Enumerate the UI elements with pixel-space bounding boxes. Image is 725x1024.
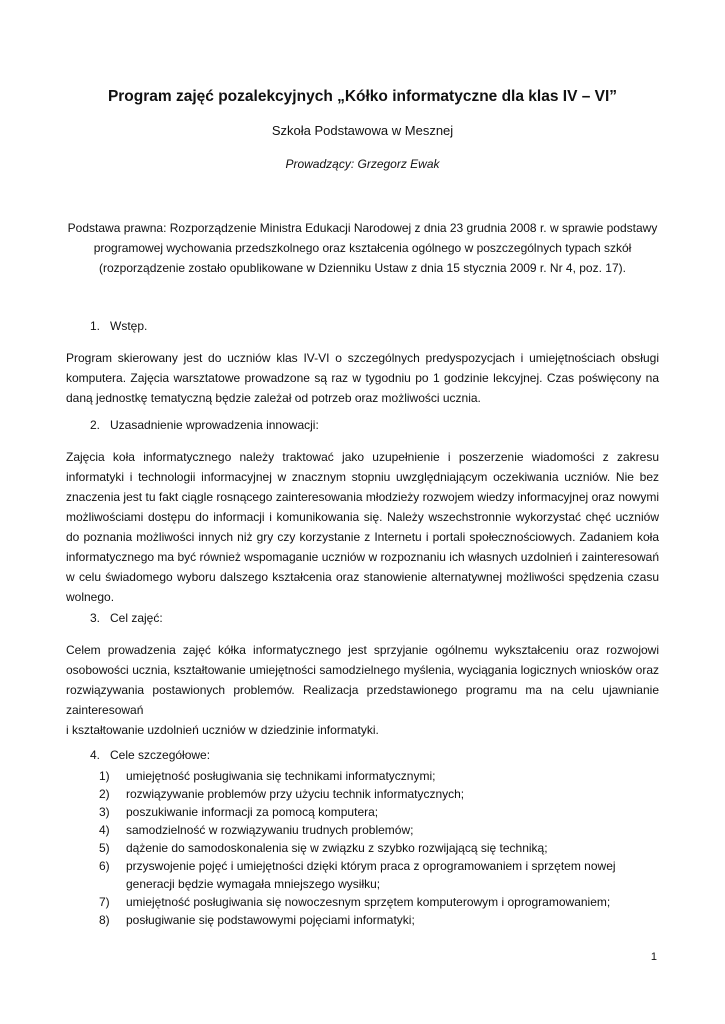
list-item-text: przyswojenie pojęć i umiejętności dzięki którym praca z oprogramowaniem i sprzętem nowej generacji będzie wymagała mniejszego wysiłku; (126, 859, 616, 891)
list-item-number: 8) (99, 913, 110, 927)
list-item-number: 6) (99, 859, 110, 873)
section-heading-text: Cele szczegółowe: (110, 748, 211, 762)
teacher-name: Prowadzący: Grzegorz Ewak (285, 157, 440, 171)
section-paragraph: Celem prowadzenia zajęć kółka informatycznego jest sprzyjanie ogólnemu wykształceniu oraz rozwojowi osobowości ucznia, kształtowanie umiejętności samodzielnego myślenia, wyciągania logicznych wniosków oraz rozwiązywania postawionych problemów. Realizacja przedstawionego programu ma na celu ujawnianie zainteresowań (66, 643, 659, 717)
list-item-number: 1) (99, 769, 110, 783)
goal-list (66, 767, 659, 929)
section-heading (66, 316, 659, 336)
list-item-number: 2) (99, 787, 110, 801)
list-item-text: rozwiązywanie problemów przy użyciu technik informatycznych; (126, 787, 465, 801)
list-item (66, 803, 659, 821)
list-item-text: umiejętność posługiwania się technikami informatycznymi; (126, 769, 436, 783)
list-item-text: samodzielność w rozwiązywaniu trudnych problemów; (126, 823, 414, 837)
section-introduction (66, 316, 659, 408)
section-heading (66, 415, 659, 435)
section-heading-text: Wstęp. (110, 319, 148, 333)
list-item (66, 911, 659, 929)
section-paragraph: Program skierowany jest do uczniów klas IV-VI o szczególnych predyspozycjach i umiejętnościach obsługi komputera. Zajęcia warsztatowe prowadzone są raz w tygodniu po 1 godzinie lekcyjnej. Czas poświęcony na daną jednostkę tematyczną będzie zależał od potrzeb oraz możliwości ucznia. (66, 351, 659, 405)
section-paragraph-continuation: i kształtowanie uzdolnień uczniów w dziedzinie informatyki. (66, 723, 379, 737)
section-justification (66, 415, 659, 607)
list-item (66, 839, 659, 857)
section-number: 1. (89, 319, 100, 333)
list-item (66, 767, 659, 785)
section-paragraph: Zajęcia koła informatycznego należy traktować jako uzupełnienie i poszerzenie wiadomości z zakresu informatyki i technologii informacyjnej w znacznym stopniu uwzględniającym oczekiwania uczniów. Nie bez znaczenia jest tu fakt ciągle rosnącego zainteresowania młodzieży rozwojem wiedzy informacyjnej oraz nowymi możliwościami dostępu do informacji i komunikowania się. Należy wszechstronnie wykorzystać chęć uczniów do poznania możliwości innych niż gry czy korzystanie z Internetu i portali społecznościowych. Zadaniem koła informatycznego ma być również wspomaganie uczniów w rozpoznaniu ich własnych uzdolnień i zainteresowań w celu świadomego wyboru dalszego kształcenia oraz stanowienie alternatywnej możliwości spędzenia czasu wolnego. (66, 450, 659, 604)
page-title: Program zajęć pozalekcyjnych „Kółko informatyczne dla klas IV – VI” (107, 88, 618, 105)
section-heading (66, 608, 659, 628)
list-item-text: posługiwanie się podstawowymi pojęciami informatyki; (126, 913, 415, 927)
list-item (66, 785, 659, 803)
section-number: 2. (89, 418, 100, 432)
list-item-text: poszukiwanie informacji za pomocą komputera; (126, 805, 379, 819)
list-item (66, 821, 659, 839)
list-item-text: umiejętność posługiwania się nowoczesnym sprzętem komputerowym i oprogramowaniem; (126, 895, 611, 909)
section-heading-text: Uzasadnienie wprowadzenia innowacji: (110, 418, 319, 432)
section-goal (66, 608, 659, 740)
list-item (66, 893, 659, 911)
legal-basis: Podstawa prawna: Rozporządzenie Ministra Edukacji Narodowej z dnia 23 grudnia 2008 r. w sprawie podstawy programowej wychowania przedszkolnego oraz kształcenia ogólnego w poszczególnych typach szkół (rozporządzenie zostało opublikowane w Dzienniku Ustaw z dnia 15 stycznia 2009 r. Nr 4, poz. 17). (67, 221, 658, 275)
list-item-number: 7) (99, 895, 110, 909)
section-number: 4. (89, 748, 100, 762)
school-name: Szkoła Podstawowa w Mesznej (271, 123, 454, 138)
section-heading (66, 745, 659, 765)
section-detailed-goals (66, 745, 659, 929)
section-heading-text: Cel zajęć: (110, 611, 163, 625)
list-item (66, 857, 659, 893)
list-item-number: 3) (99, 805, 110, 819)
list-item-number: 5) (99, 841, 110, 855)
list-item-text: dążenie do samodoskonalenia się w związku z szybko rozwijającą się techniką; (126, 841, 548, 855)
page-number: 1 (650, 951, 657, 963)
list-item-number: 4) (99, 823, 110, 837)
section-number: 3. (89, 611, 100, 625)
